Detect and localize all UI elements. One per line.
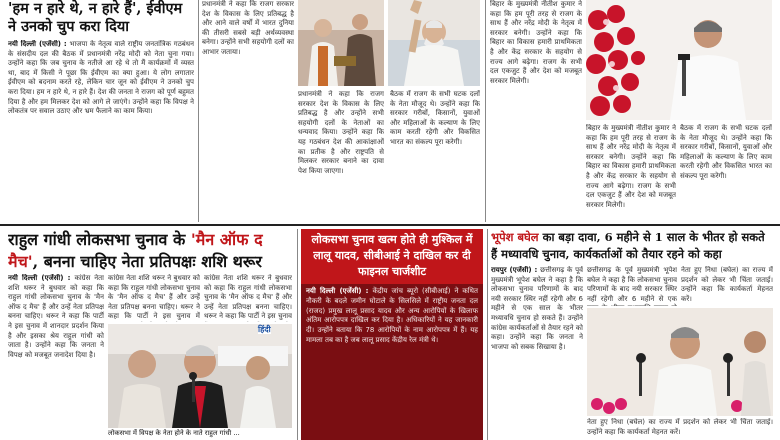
article-baghel-col3-text: नेता हुए निधा (बघेल) का राज्य में प्रदर्शन को लेकर भी चिंता जताई। उन्होंने कहा कि कार्यकर्ता मेहनत करें। bbox=[681, 266, 773, 303]
column-rule bbox=[198, 0, 199, 222]
article-evm-body bbox=[8, 40, 194, 216]
modi-group-photo-image bbox=[298, 0, 384, 86]
article-baghel-dateline: रायपुर (एजेंसी) : bbox=[491, 266, 538, 274]
article-lalu-header bbox=[301, 229, 483, 284]
tharoor-photo-image bbox=[108, 324, 292, 428]
article-tharoor-headline-part1: राहुल गांधी लोकसभा चुनाव के bbox=[8, 230, 186, 249]
article-evm-headline: 'हम न हारे थे, न हारे हैं', ईवीएम ने उनको चुप करा दिया bbox=[8, 0, 183, 35]
modi-group-photo bbox=[298, 0, 384, 86]
article-tharoor-col1 bbox=[8, 274, 104, 438]
article-tharoor-col3 bbox=[204, 274, 292, 322]
article-evm-continued-text: प्रधानमंत्री ने कहा कि राजग सरकार देश के विकास के लिए प्रतिबद्ध है और आने वाले वर्षों में भारत दुनिया की तीसरी सबसे बड़ी अर्थव्यवस्था बनेगा। उन्होंने सभी सहयोगी दलों का आभार जताया। bbox=[202, 0, 294, 56]
article-modi-column-2 bbox=[390, 90, 480, 222]
article-modi-column-text: प्रधानमंत्री ने कहा कि राजग सरकार देश के विकास के लिए प्रतिबद्ध है और उन्होंने सभी सहयोगी दलों के नेताओं का धन्यवाद किया। उन्होंने कहा कि यह गठबंधन देश की आकांक्षाओं का प्रतीक है और राष्ट्रपति से मिलकर सरकार बनाने का दावा पेश किया जाएगा। bbox=[298, 90, 384, 175]
tharoor-photo bbox=[108, 324, 292, 428]
article-baghel-col3 bbox=[681, 266, 773, 306]
baghel-photo bbox=[587, 308, 773, 416]
tharoor-photo-caption bbox=[108, 429, 292, 440]
article-nitish-col3-text: बैठक में राजग के सभी घटक दलों के नेता मौजूद थे। उन्होंने कहा कि सरकार गरीबों, किसानों, युवाओं और महिलाओं के कल्याण के लिए काम करती रहेगी और विकसित भारत का संकल्प पूरा करेगी। bbox=[680, 124, 772, 180]
article-evm-text: भाजपा के नेतृत्व वाले राष्ट्रीय जनतांत्रिक गठबंधन के संसदीय दल की बैठक में प्रधानमंत्री नरेंद्र मोदी को नेता चुना गया। उन्होंने कहा कि जब चुनाव के नतीजे आ रहे थे तो मैं कार्यक्रमों में व्यस्त था, बाद में किसी ने पूछा कि ईवीएम का क्या हुआ। ये लोग लगातार ईवीएम को बदनाम करते रहे, लेकिन चार जून को ईवीएम ने उनको चुप करा दिया। हम न हारे थे, न हारे हैं। देश की जनता ने राजग को पूर्ण बहुमत दिया है और हम मिलकर देश को आगे ले जाएंगे। उन्होंने कहा कि विपक्ष ने लोकतंत्र पर सवाल उठाए और भ्रम फैलाने का काम किया। bbox=[8, 40, 194, 116]
article-tharoor-headline-highlight: 'मैन ऑफ द मैच' bbox=[8, 230, 263, 271]
article-nitish-col3 bbox=[680, 124, 772, 222]
article-evm bbox=[8, 0, 194, 224]
article-lalu bbox=[301, 229, 483, 440]
article-tharoor-dateline: नयी दिल्ली (एजेंसी) : bbox=[8, 274, 71, 282]
article-baghel-footer-text: नेता हुए निधा (बघेल) का राज्य में प्रदर्शन को लेकर भी चिंता जताई। उन्होंने कहा कि कार्यकर्ता मेहनत करें। bbox=[587, 418, 773, 436]
article-tharoor-col1-text bbox=[8, 274, 104, 360]
nitish-photo bbox=[586, 0, 772, 120]
column-rule bbox=[485, 0, 486, 222]
article-baghel-col1-text bbox=[491, 266, 583, 352]
article-tharoor-headline-part2: , बनना चाहिए नेता प्रतिपक्षः शशि थरूर bbox=[32, 252, 262, 271]
tharoor-photo-banner: हिंदी bbox=[258, 325, 271, 334]
article-tharoor-col2 bbox=[108, 274, 200, 322]
article-tharoor-headline bbox=[8, 229, 292, 273]
article-tharoor-body: कांग्रेस नेता शशि थरूर ने बुधवार को कहा कि राहुल गांधी लोकसभा चुनाव के 'मैन ऑफ द मैच' हैं और उन्हें नेता प्रतिपक्ष बनना चाहिए। थरूर ने कहा कि पार्टी ने इस चुनाव में शानदार प्रदर्शन किया है और इसका श्रेय राहुल गांधी को जाता है। उन्होंने कहा कि जनता ने विपक्ष को मजबूत जनादेश दिया है। bbox=[8, 274, 104, 359]
article-tharoor-col2-text: कांग्रेस नेता शशि थरूर ने बुधवार को कहा कि राहुल गांधी लोकसभा चुनाव के 'मैन ऑफ द मैच' हैं और उन्हें नेता प्रतिपक्ष बनना चाहिए। थरूर ने कहा कि पार्टी ने इस चुनाव में bbox=[108, 274, 200, 321]
column-rule bbox=[487, 229, 488, 440]
article-baghel-headline-highlight: भूपेश बघेल bbox=[491, 230, 539, 244]
article-baghel-body: छत्तीसगढ़ के पूर्व मुख्यमंत्री भूपेश बघेल ने कहा है कि लोकसभा चुनाव परिणामों के बाद नयी सरकार स्थिर नहीं रहेगी और 6 महीने से एक साल के भीतर मध्यावधि चुनाव हो सकते हैं। उन्होंने कांग्रेस कार्यकर्ताओं से तैयार रहने को कहा। उन्होंने कहा कि जनता ने भाजपा को सबक सिखाया है। bbox=[491, 266, 583, 351]
article-baghel-col2-text: छत्तीसगढ़ के पूर्व मुख्यमंत्री भूपेश बघेल ने कहा है कि लोकसभा चुनाव परिणामों के बाद नयी सरकार स्थिर नहीं रहेगी और 6 महीने से एक bbox=[587, 266, 677, 303]
article-nitish-left bbox=[490, 0, 582, 222]
article-baghel-headline-rest: का बड़ा दावा, 6 महीने से 1 साल के भीतर हो सकते हैं मध्यावधि चुनाव, कार्यकर्ताओं को तैयार रहने को कहा bbox=[491, 230, 765, 261]
section-divider bbox=[0, 224, 780, 226]
article-evm-dateline: नयी दिल्ली (एजेंसी) : bbox=[8, 40, 67, 48]
article-nitish-col2 bbox=[586, 124, 676, 222]
article-evm-continued bbox=[202, 0, 294, 222]
article-tharoor-col3-text: कांग्रेस नेता शशि थरूर ने बुधवार को कहा कि राहुल गांधी लोकसभा चुनाव के 'मैन ऑफ द मैच' हैं और उन्हें नेता प्रतिपक्ष बनना चाहिए। थरूर ने कहा कि पार्टी ने इस चुनाव bbox=[204, 274, 292, 321]
article-nitish-left-text: बिहार के मुख्यमंत्री नीतीश कुमार ने कहा कि हम पूरी तरह से राजग के साथ हैं और नरेंद्र मोदी के नेतृत्व में सरकार बनेगी। उन्होंने कहा कि बिहार का विकास हमारी प्राथमिकता है और केंद्र सरकार के सहयोग से राज्य आगे बढ़ेगा। राजग के सभी दल एकजुट हैं और देश को मजबूत सरकार मिलेगी। bbox=[490, 0, 582, 85]
article-modi-column bbox=[298, 90, 384, 222]
modi-waving-photo bbox=[388, 0, 480, 86]
article-nitish-col2-text: बिहार के मुख्यमंत्री नीतीश कुमार ने कहा कि हम पूरी तरह से राजग के साथ हैं और नरेंद्र मोदी के नेतृत्व में सरकार बनेगी। उन्होंने कहा कि बिहार का विकास हमारी प्राथमिकता है और केंद्र सरकार के सहयोग से राज्य आगे बढ़ेगा। राजग के सभी दल एकजुट हैं और देश को मजबूत सरकार मिलेगी। bbox=[586, 124, 676, 209]
article-baghel-col1 bbox=[491, 266, 583, 440]
article-baghel-headline bbox=[491, 229, 773, 263]
article-lalu-text: केंद्रीय जांच ब्यूरो (सीबीआई) ने कथित नौकरी के बदले जमीन घोटाले के सिलसिले में राष्ट्रीय जनता दल (राजद) प्रमुख लालू प्रसाद यादव और अन्य आरोपियों के खिलाफ अंतिम आरोपपत्र दाखिल कर दिया है। अधिकारियों ने यह जानकारी दी। उन्होंने बताया कि 78 आरोपियों के नाम आरोपपत्र में हैं। यह मामला तब का है जब लालू प्रसाद केंद्रीय रेल मंत्री थे। bbox=[306, 287, 478, 344]
article-modi-column-2-text: बैठक में राजग के सभी घटक दलों के नेता मौजूद थे। उन्होंने कहा कि सरकार गरीबों, किसानों, युवाओं और महिलाओं के कल्याण के लिए काम करती रहेगी और विकसित भारत का संकल्प पूरा करेगी। bbox=[390, 90, 480, 146]
article-lalu-headline: लोकसभा चुनाव खत्म होते ही मुश्किल में लालू यादव, सीबीआई ने दाखिल कर दी फाइनल चार्जशीट bbox=[311, 233, 473, 278]
tharoor-photo-caption-text: लोकसभा में विपक्ष के नेता होने के नाते राहुल गांधी ... bbox=[108, 429, 240, 437]
modi-waving-photo-image bbox=[388, 0, 480, 86]
nitish-photo-image bbox=[586, 0, 772, 120]
article-baghel-footer bbox=[587, 418, 773, 440]
article-baghel-header bbox=[491, 229, 773, 265]
column-rule bbox=[297, 229, 298, 440]
article-lalu-body bbox=[301, 284, 483, 349]
article-baghel-col2 bbox=[587, 266, 677, 306]
article-lalu-dateline: नयी दिल्ली (एजेंसी) : bbox=[306, 287, 369, 295]
baghel-photo-image bbox=[587, 308, 773, 416]
